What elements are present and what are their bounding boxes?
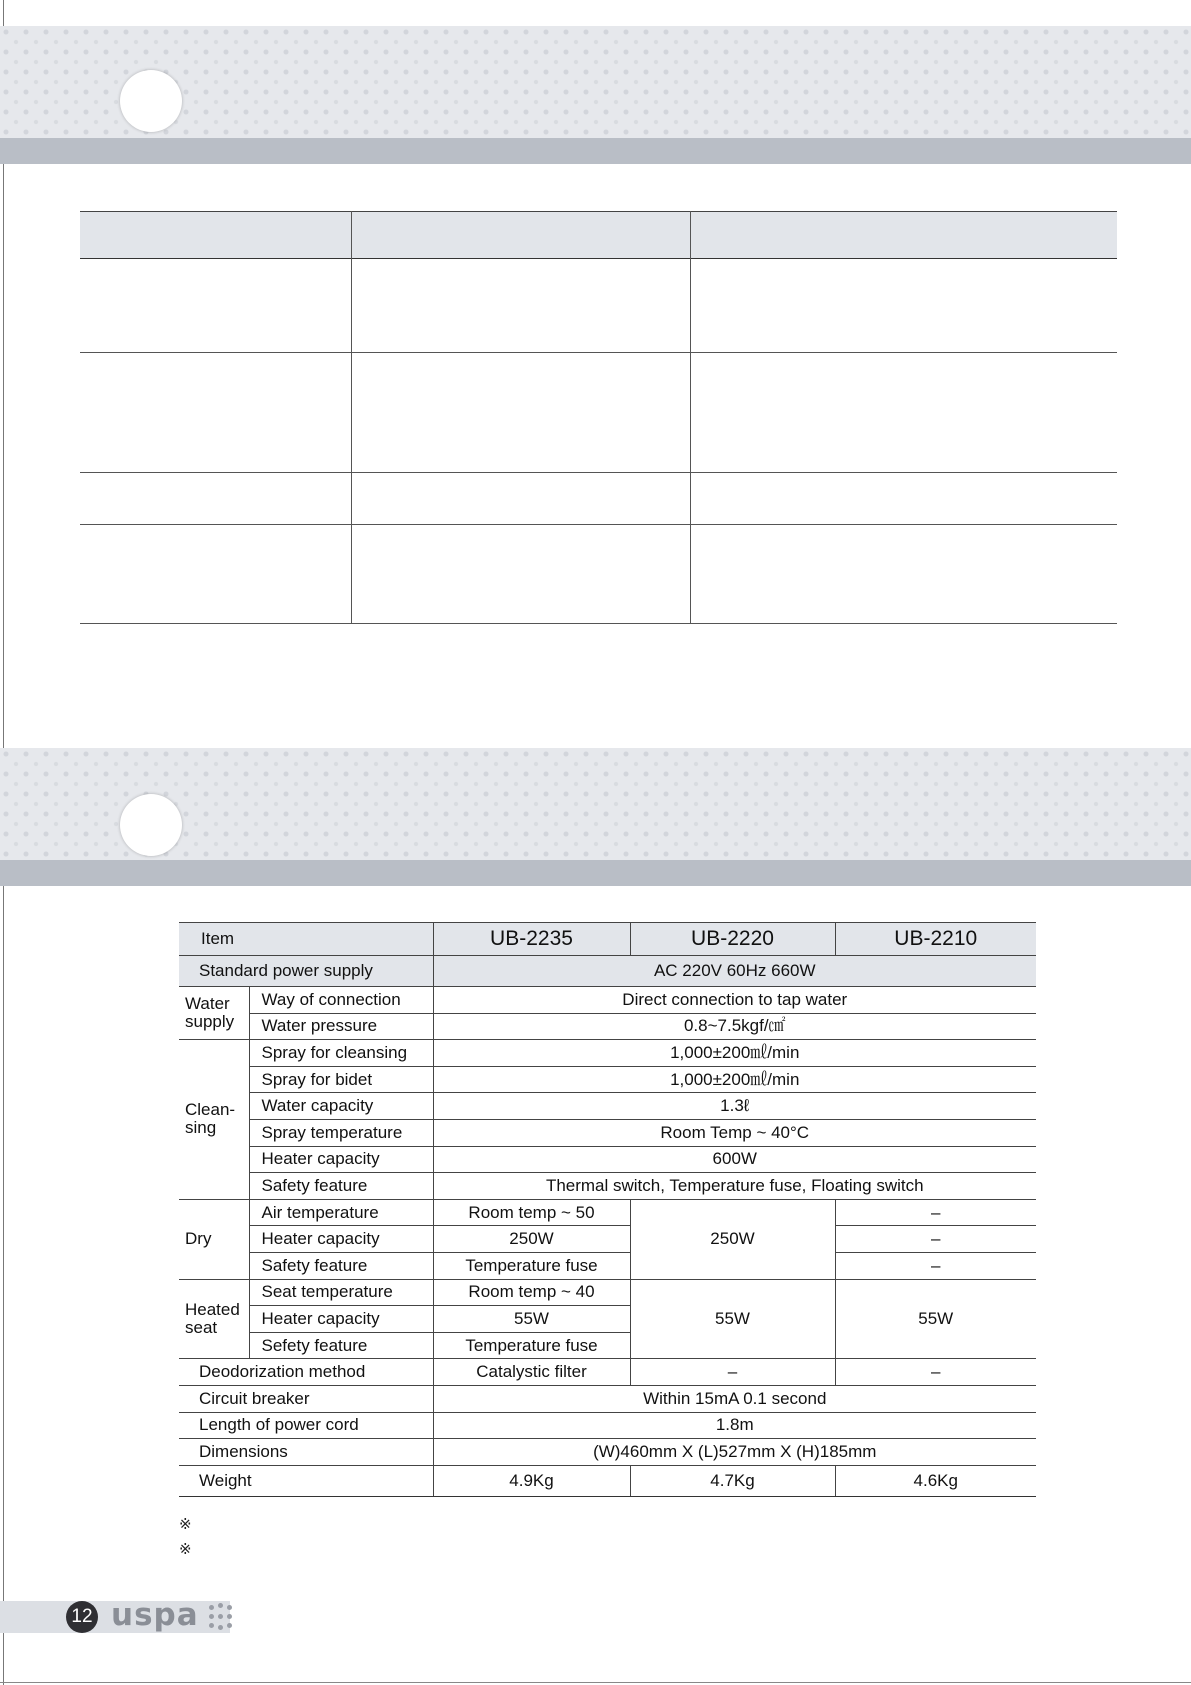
section-header-band-top <box>0 26 1191 164</box>
bottom-margin-rule <box>0 1682 1191 1683</box>
note-marker: ※ <box>179 1541 192 1558</box>
table-row <box>179 1173 1036 1200</box>
row-value: 0.8~7.5kgf/㎠ <box>433 1013 1036 1040</box>
table-row <box>179 1385 1036 1412</box>
row-label: Heater capacity <box>249 1226 433 1253</box>
table-row <box>179 987 1036 1014</box>
column-divider <box>690 211 691 624</box>
cell-ub2235: Room temp ~ 50 <box>433 1199 630 1226</box>
row-label: Water pressure <box>249 1013 433 1040</box>
row-label: Safety feature <box>249 1173 433 1200</box>
cell-ub2220: 55W <box>630 1279 835 1359</box>
cell-ub2235: Temperature fuse <box>433 1332 630 1359</box>
table-row <box>179 1252 1036 1279</box>
row-value: AC 220V 60Hz 660W <box>433 956 1036 987</box>
table-row <box>179 1066 1036 1093</box>
row-label: Heater capacity <box>249 1146 433 1173</box>
row-label: Spray for cleansing <box>249 1040 433 1067</box>
note-marker: ※ <box>179 1516 192 1533</box>
table-row <box>179 1412 1036 1439</box>
group-label-cleansing: Clean- sing <box>179 1040 249 1200</box>
table-row <box>179 1199 1036 1226</box>
group-label-dry: Dry <box>179 1199 249 1279</box>
table-row <box>179 1146 1036 1173</box>
row-label: Standard power supply <box>179 956 433 987</box>
cell-ub2210: – <box>835 1359 1036 1386</box>
section-marker-disc <box>120 794 182 856</box>
table-row <box>179 956 1036 987</box>
cell-ub2235: 4.9Kg <box>433 1465 630 1496</box>
row-value: Direct connection to tap water <box>433 987 1036 1014</box>
cell-ub2235: Temperature fuse <box>433 1252 630 1279</box>
row-value: 600W <box>433 1146 1036 1173</box>
row-value: Within 15mA 0.1 second <box>433 1385 1036 1412</box>
table-row <box>179 1465 1036 1496</box>
empty-table-top <box>80 211 1117 624</box>
table-row <box>179 1040 1036 1067</box>
section-header-bar <box>0 138 1191 164</box>
row-label: Air temperature <box>249 1199 433 1226</box>
column-divider <box>351 211 352 624</box>
cell-ub2220: 4.7Kg <box>630 1465 835 1496</box>
group-label-water-supply: Water supply <box>179 987 249 1040</box>
cell-ub2210: 55W <box>835 1279 1036 1359</box>
row-divider <box>80 623 1117 624</box>
cell-ub2235: Room temp ~ 40 <box>433 1279 630 1306</box>
row-label: Length of power cord <box>179 1412 433 1439</box>
table-row <box>179 1119 1036 1146</box>
row-label: Weight <box>179 1465 433 1496</box>
row-label: Circuit breaker <box>179 1385 433 1412</box>
cell-ub2235: Catalystic filter <box>433 1359 630 1386</box>
cell-ub2210: – <box>835 1252 1036 1279</box>
row-divider <box>80 524 1117 525</box>
uspa-logo: uspa <box>111 1597 199 1633</box>
row-divider <box>80 472 1117 473</box>
table-row <box>179 1279 1036 1306</box>
empty-table-header <box>80 211 1117 259</box>
row-label: Seat temperature <box>249 1279 433 1306</box>
model-header-ub2220: UB-2220 <box>630 923 835 956</box>
cell-ub2220: – <box>630 1359 835 1386</box>
row-label: Dimensions <box>179 1439 433 1466</box>
table-row <box>179 1226 1036 1253</box>
table-row <box>179 1093 1036 1120</box>
group-label-heated-seat: Heated seat <box>179 1279 249 1359</box>
row-label: Heater capacity <box>249 1306 433 1333</box>
table-row <box>179 1013 1036 1040</box>
table-header-row <box>179 923 1036 956</box>
row-value: 1,000±200㎖/min <box>433 1040 1036 1067</box>
row-value: Room Temp ~ 40°C <box>433 1119 1036 1146</box>
table-row <box>179 1359 1036 1386</box>
cell-ub2235: 250W <box>433 1226 630 1253</box>
section-header-band-bottom <box>0 748 1191 886</box>
row-label: Spray temperature <box>249 1119 433 1146</box>
cell-ub2210: – <box>835 1199 1036 1226</box>
logo-dots-icon <box>209 1603 239 1633</box>
row-label: Sefety feature <box>249 1332 433 1359</box>
item-header: Item <box>179 923 433 956</box>
specification-table <box>179 922 1036 1497</box>
row-label: Way of connection <box>249 987 433 1014</box>
model-header-ub2235: UB-2235 <box>433 923 630 956</box>
row-divider <box>80 352 1117 353</box>
cell-ub2210: – <box>835 1226 1036 1253</box>
row-value: 1.3ℓ <box>433 1093 1036 1120</box>
section-header-bar <box>0 860 1191 886</box>
row-value: 1.8m <box>433 1412 1036 1439</box>
row-label: Safety feature <box>249 1252 433 1279</box>
row-value: 1,000±200㎖/min <box>433 1066 1036 1093</box>
model-header-ub2210: UB-2210 <box>835 923 1036 956</box>
row-label: Spray for bidet <box>249 1066 433 1093</box>
row-value: Thermal switch, Temperature fuse, Floating switch <box>433 1173 1036 1200</box>
cell-ub2235: 55W <box>433 1306 630 1333</box>
page-number: 12 <box>66 1601 98 1633</box>
row-value: (W)460mm X (L)527mm X (H)185mm <box>433 1439 1036 1466</box>
row-label: Deodorization method <box>179 1359 433 1386</box>
cell-ub2220: 250W <box>630 1199 835 1279</box>
cell-ub2210: 4.6Kg <box>835 1465 1036 1496</box>
row-label: Water capacity <box>249 1093 433 1120</box>
section-marker-disc <box>120 70 182 132</box>
table-row <box>179 1439 1036 1466</box>
